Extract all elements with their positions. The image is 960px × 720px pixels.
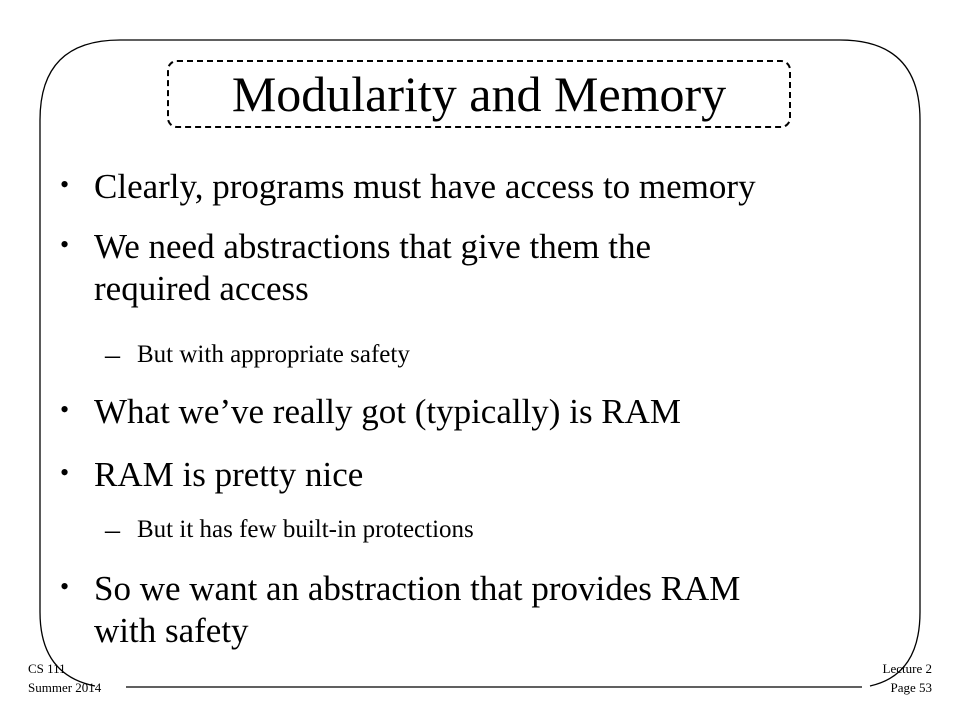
bullet-item <box>60 454 364 496</box>
dash-mark: – <box>105 338 120 371</box>
bullet-text: We need abstractions that give them the <box>94 227 651 266</box>
sub-bullet-item <box>105 338 410 371</box>
bullet-mark: • <box>60 572 70 601</box>
footer-page-info <box>883 659 932 697</box>
bullet-text: Clearly, programs must have access to memory <box>94 167 756 206</box>
bullet-mark: • <box>60 170 70 199</box>
course-label: CS 111 <box>28 661 66 676</box>
lecture-label: Lecture 2 <box>882 661 932 676</box>
bullet-mark: • <box>60 230 70 259</box>
bullet-text: What we’ve really got (typically) is RAM <box>94 392 682 431</box>
bullet-item <box>60 166 756 208</box>
sub-bullet-item <box>105 513 474 546</box>
bullet-mark: • <box>60 395 70 424</box>
bullet-mark: • <box>60 458 70 487</box>
bullet-text-continued: with safety <box>94 611 249 650</box>
slide-title: Modularity and Memory <box>231 66 727 122</box>
bullet-item <box>60 226 651 310</box>
footer-course-info <box>28 659 101 697</box>
bullet-text-continued: required access <box>94 269 309 308</box>
bullet-item <box>60 568 741 652</box>
dash-mark: – <box>105 513 120 546</box>
bullet-item <box>60 391 682 433</box>
bullet-text: So we want an abstraction that provides RAM <box>94 569 741 608</box>
bullet-text: RAM is pretty nice <box>94 455 364 494</box>
sub-bullet-text: But with appropriate safety <box>137 341 410 368</box>
sub-bullet-text: But it has few built-in protections <box>137 516 474 543</box>
page-number: Page 53 <box>890 680 932 695</box>
term-label: Summer 2014 <box>28 680 102 695</box>
